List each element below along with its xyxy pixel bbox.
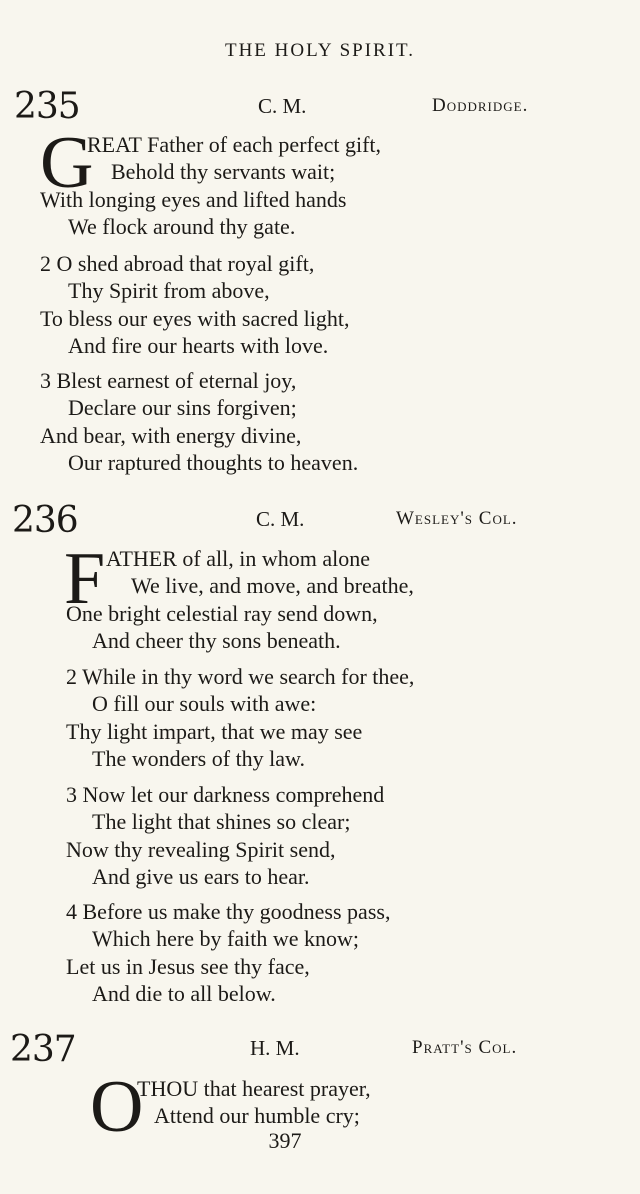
verse-line: To bless our eyes with sacred light, — [40, 306, 350, 331]
verse-line: 4 Before us make thy goodness pass, — [66, 899, 391, 924]
verse-line: We live, and move, and breathe, — [131, 573, 414, 598]
verse-line: And bear, with energy divine, — [40, 423, 302, 448]
verse-line: With longing eyes and lifted hands — [40, 187, 347, 212]
drop-cap: G — [40, 122, 94, 204]
verse-line: And die to all below. — [92, 981, 276, 1006]
running-header: THE HOLY SPIRIT. — [224, 40, 415, 61]
hymn-number: 235 — [14, 86, 80, 127]
verse-line: ATHER of all, in whom alone — [106, 546, 370, 571]
verse-line: Thy Spirit from above, — [68, 278, 270, 303]
drop-cap: O — [90, 1066, 144, 1148]
verse-line: 2 While in thy word we search for thee, — [66, 664, 415, 689]
verse-line: The wonders of thy law. — [92, 746, 306, 771]
verse-line: Thy light impart, that we may see — [66, 719, 363, 744]
verse-line: O fill our souls with awe: — [92, 691, 317, 716]
verse-line: And fire our hearts with love. — [68, 333, 329, 358]
hymn-number: 237 — [10, 1029, 76, 1070]
verse-line: The light that shines so clear; — [92, 809, 351, 834]
verse-line: 2 O shed abroad that royal gift, — [40, 251, 315, 276]
verse-line: And give us ears to hear. — [92, 864, 310, 889]
hymn-meter: C. M. — [256, 507, 305, 531]
hymn-heading — [0, 86, 640, 130]
verse-line: Our raptured thoughts to heaven. — [68, 450, 359, 475]
page-number: 397 — [268, 1128, 302, 1153]
drop-cap: F — [64, 538, 106, 620]
hymn-number: 236 — [12, 500, 78, 541]
hymn-author: Doddridge. — [432, 95, 529, 116]
verse-line: 3 Blest earnest of eternal joy, — [40, 368, 297, 393]
verse-line: And cheer thy sons beneath. — [92, 628, 341, 653]
verse-line: Now thy revealing Spirit send, — [66, 837, 336, 862]
verse-line: Behold thy servants wait; — [111, 159, 336, 184]
hymn-author: Pratt's Col. — [412, 1037, 518, 1058]
hymn-meter: C. M. — [258, 94, 307, 118]
verse-line: One bright celestial ray send down, — [66, 601, 378, 626]
hymn-meter: H. M. — [250, 1036, 300, 1060]
verse-line: Declare our sins forgiven; — [68, 395, 297, 420]
verse-line: Which here by faith we know; — [92, 926, 359, 951]
verse-line: REAT Father of each perfect gift, — [87, 132, 382, 157]
verse-line: Let us in Jesus see thy face, — [66, 954, 310, 979]
verse-line: 3 Now let our darkness comprehend — [66, 782, 385, 807]
verse-line: THOU that hearest prayer, — [137, 1076, 371, 1101]
verse-line: Attend our humble cry; — [154, 1103, 360, 1128]
hymn-author: Wesley's Col. — [396, 508, 518, 529]
verse-line: We flock around thy gate. — [68, 214, 296, 239]
